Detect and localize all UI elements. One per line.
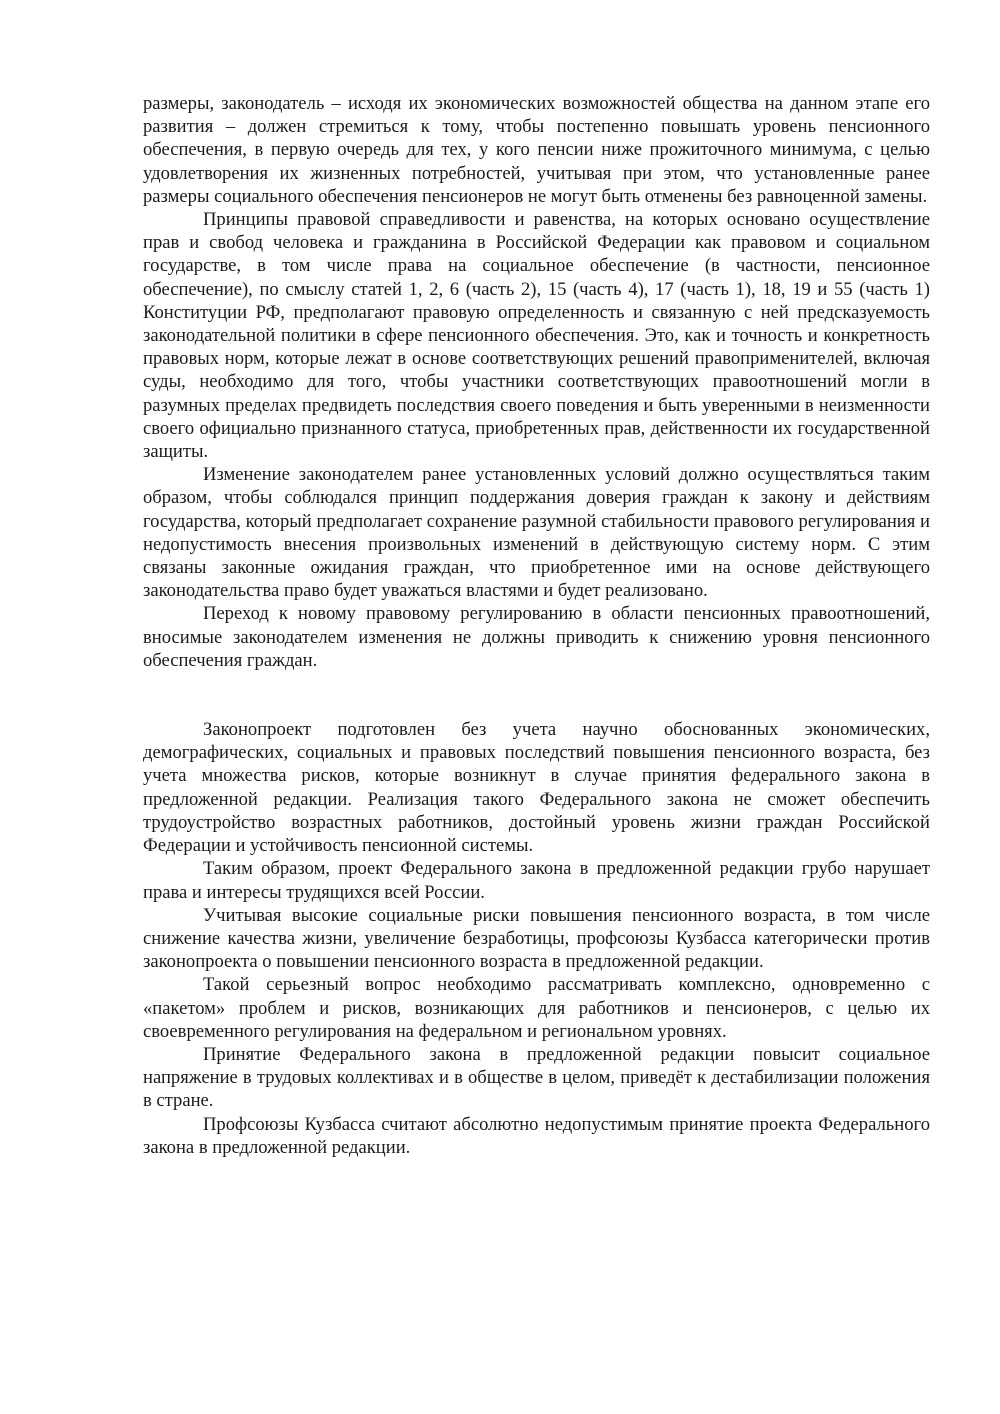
paragraph-bill-assessment: Законопроект подготовлен без учета научно обоснованных экономических, демографических, социальных и правовых последствий повышения пенсионного возраста, без учета множества рисков, которые возникнут в случае принятия федерального закона в предложенной редакции. Реализация такого Федерального закона не сможет обеспечить трудоустройство возрастных работников, достойный уровень жизни граждан Российской Федерации и устойчивость пенсионной системы. — [143, 719, 930, 857]
paragraph-social-tension: Принятие Федерального закона в предложенной редакции повысит социальное напряжение в трудовых коллективах и в обществе в целом, приведёт к дестабилизации положения в стране. — [143, 1043, 930, 1112]
section-gap — [143, 672, 930, 718]
paragraph-social-risks: Учитывая высокие социальные риски повышения пенсионного возраста, в том числе снижение качества жизни, увеличение безработицы, профсоюзы Кузбасса категорически против законопроекта о повышении пенсионного возраста в предложенной редакции. — [143, 904, 930, 973]
paragraph-conclusion: Профсоюзы Кузбасса считают абсолютно недопустимым принятие проекта Федерального закона в предложенной редакции. — [143, 1113, 930, 1158]
paragraph-legal-principles: Принципы правовой справедливости и равенства, на которых основано осуществление прав и свобод человека и гражданина в Российской Федерации как правовом и социальном государстве, в том числе права на социальное обеспечение (в частности, пенсионное обеспечение), по смыслу статей 1, 2, 6 (часть 2), 15 (часть 4), 17 (часть 1), 18, 19 и 55 (часть 1) Конституции РФ, предполагают правовую определенность и связанную с ней предсказуемость законодательной политики в сфере пенсионного обеспечения. Это, как и точность и конкретность правовых норм, которые лежат в основе соответствующих решений правоприменителей, включая суды, необходимо для того, чтобы участники соответствующих правоотношений могли в разумных пределах предвидеть последствия своего поведения и быть уверенными в неизменности своего официально признанного статуса, приобретенных прав, действенности их государственной защиты. — [143, 209, 930, 463]
paragraph-continuation: размеры, законодатель – исходя их экономических возможностей общества на данном этапе его развития – должен стремиться к тому, чтобы постепенно повышать уровень пенсионного обеспечения, в первую очередь для тех, у кого пенсии ниже прожиточного минимума, с целью удовлетворения их жизненных потребностей, учитывая при этом, что установленные ранее размеры социального обеспечения пенсионеров не могут быть отменены без равноценной замены. — [143, 93, 930, 207]
paragraph-comprehensive-approach: Такой серьезный вопрос необходимо рассматривать комплексно, одновременно с «пакетом» проблем и рисков, возникающих для работников и пенсионеров, с целью их своевременного регулирования на федеральном и региональном уровнях. — [143, 974, 930, 1042]
paragraph-transition: Переход к новому правовому регулированию в области пенсионных правоотношений, вносимые законодателем изменения не должны приводить к снижению уровня пенсионного обеспечения граждан. — [143, 603, 930, 671]
paragraph-rights-violation: Таким образом, проект Федерального закона в предложенной редакции грубо нарушает права и интересы трудящихся всей России. — [143, 858, 930, 903]
paragraph-legislative-changes: Изменение законодателем ранее установленных условий должно осуществляться таким образом, чтобы соблюдался принцип поддержания доверия граждан к закону и действиям государства, который предполагает сохранение разумной стабильности правового регулирования и недопустимость внесения произвольных изменений в действующую систему норм. С этим связаны законные ожидания граждан, что приобретенное ими на основе действующего законодательства право будет уважаться властями и будет реализовано. — [143, 464, 930, 602]
document-page — [143, 92, 930, 1159]
